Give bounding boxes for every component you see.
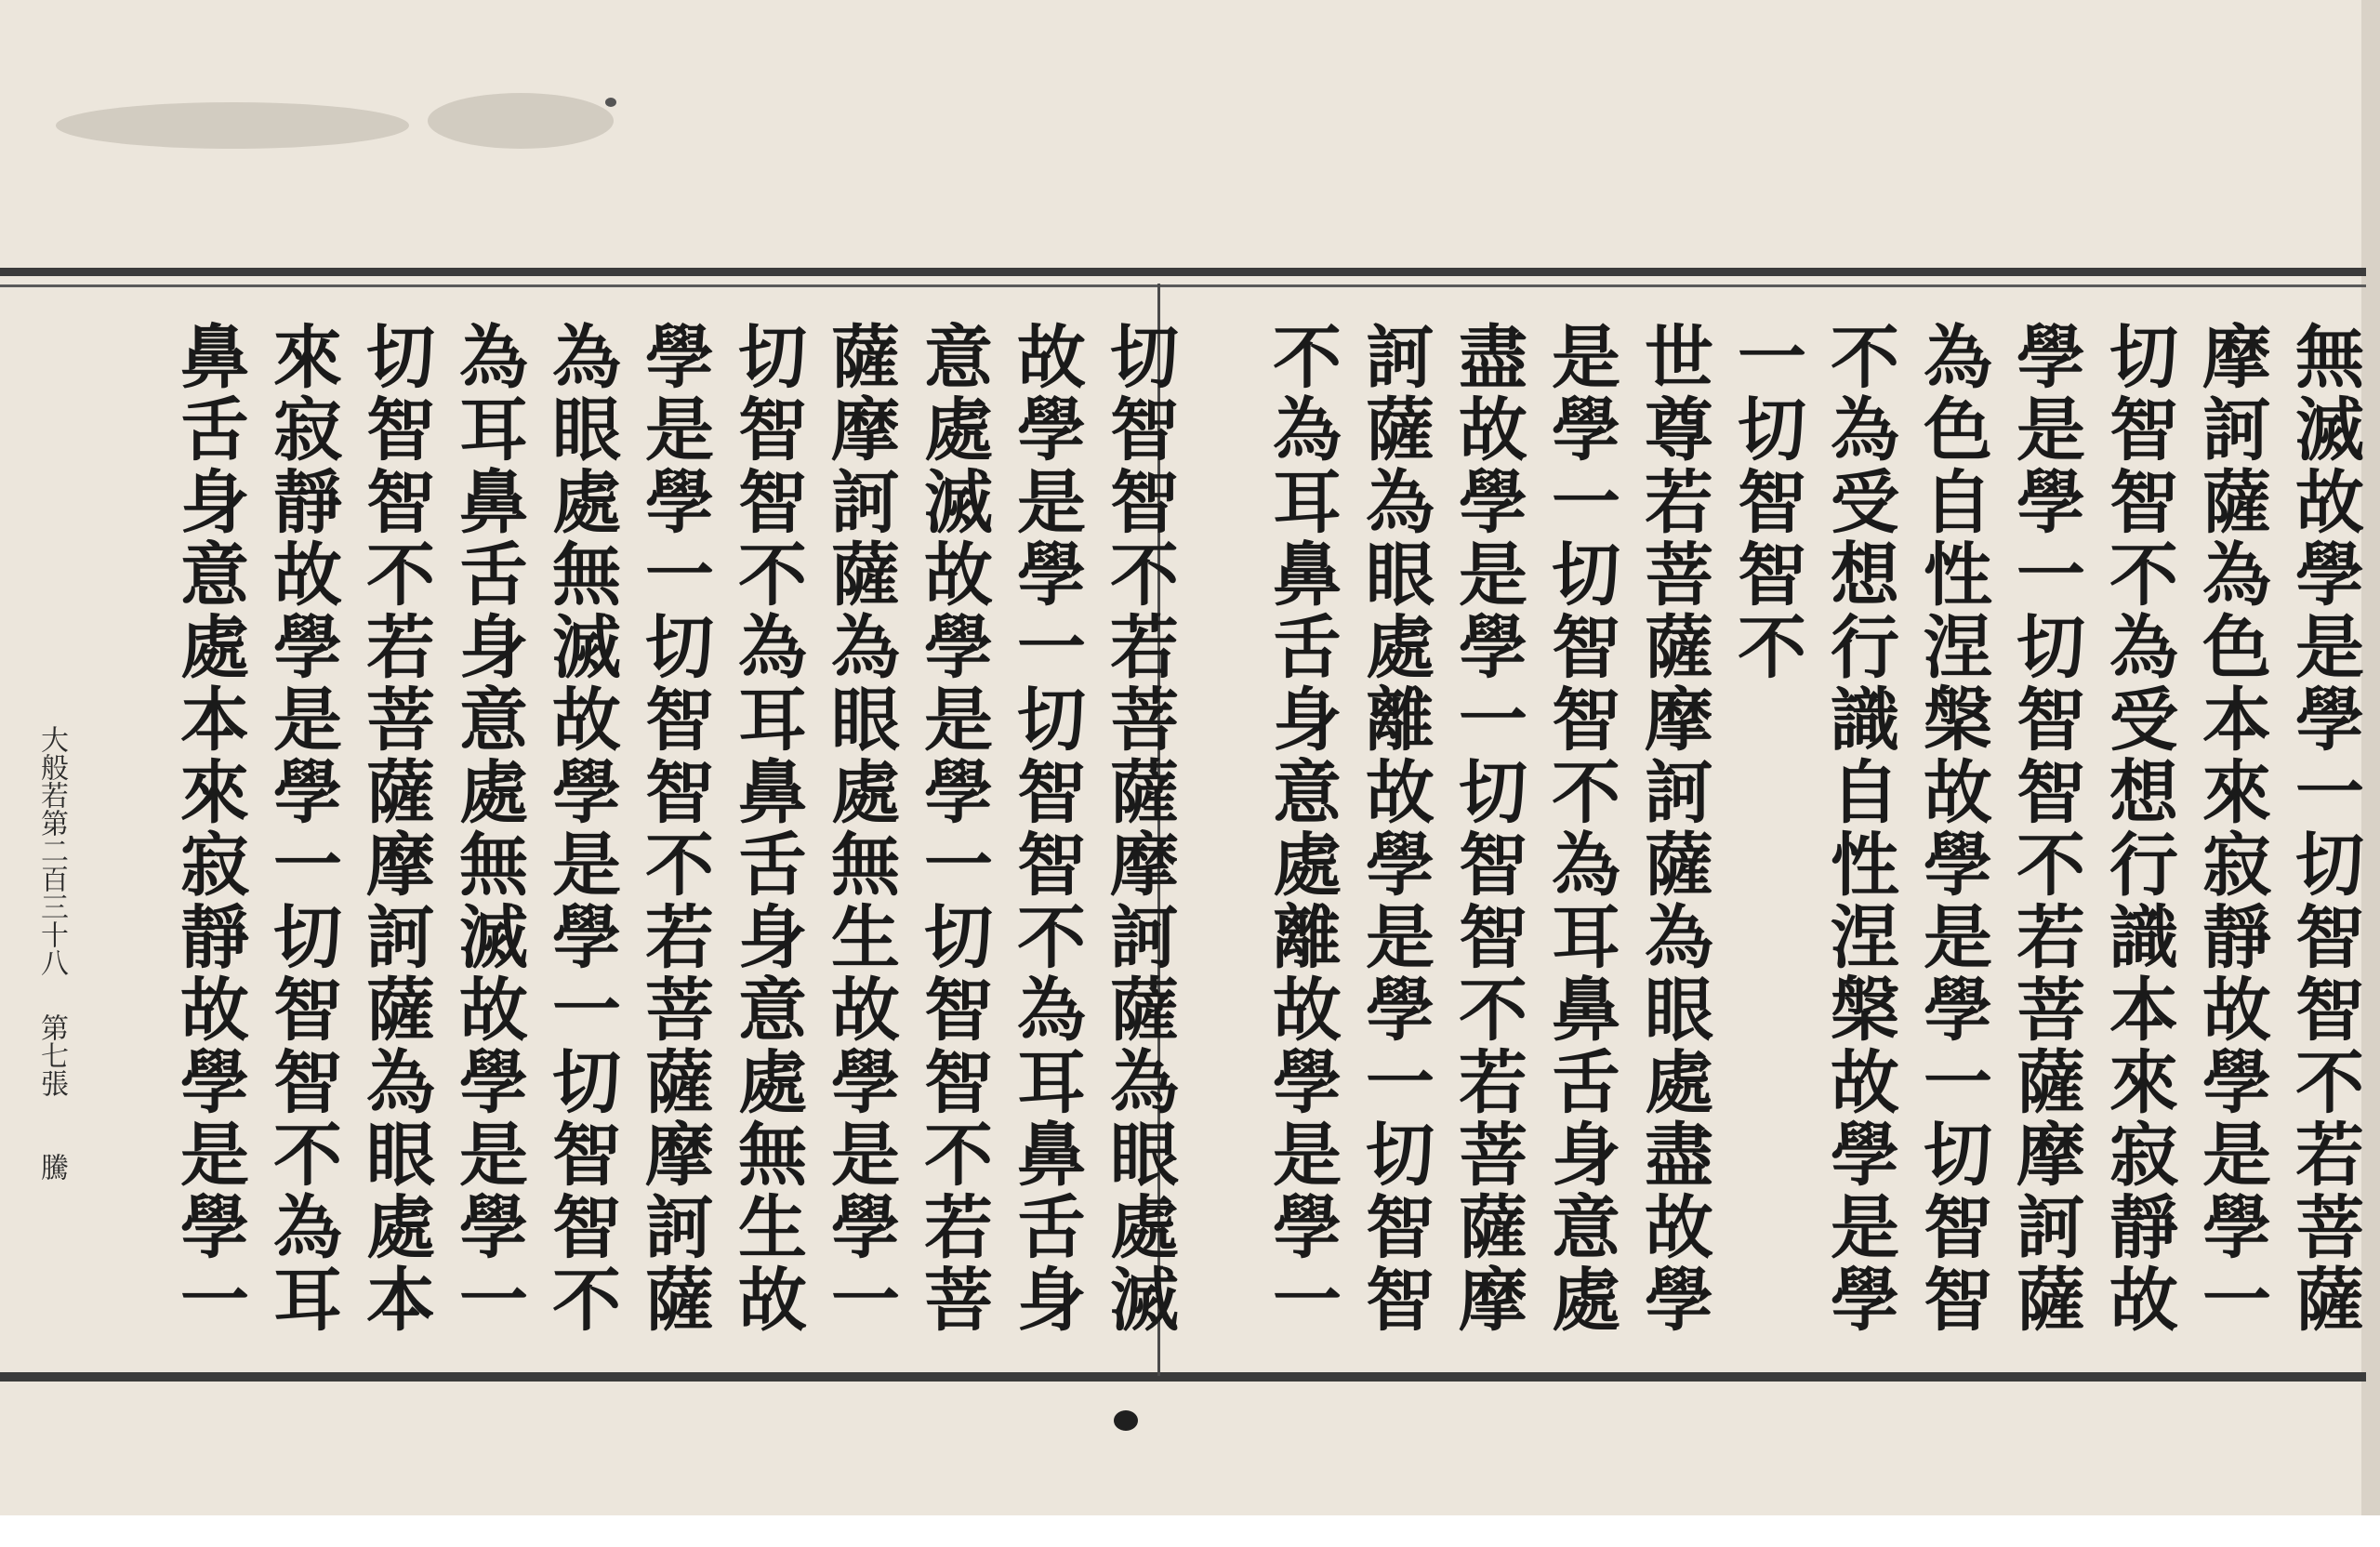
frame-top-inner-rule [0,284,2366,287]
text-column: 不為耳鼻舌身意處離故學是學一 [1262,321,1342,1336]
frame-top-rule [0,268,2366,276]
ink-speck [605,98,616,107]
margin-page-number: 第七張 [35,1013,68,1097]
text-column: 為色自性涅槃故學是學一切智智 [1912,321,1992,1336]
top-smudge [56,102,409,149]
text-column: 盡故學是學一切智智不若菩薩摩 [1448,321,1527,1336]
text-column: 切智智不若菩薩摩訶薩為眼處滅 [1099,321,1179,1336]
text-column: 切智智不為耳鼻舌身意處無生故 [727,321,807,1336]
text-column: 是學一切智智不為耳鼻舌身意處 [1540,321,1620,1336]
ink-spot [1114,1410,1138,1431]
text-column: 為耳鼻舌身意處無滅故學是學一 [448,321,528,1336]
margin-mark: 騰 [35,1153,68,1181]
text-column: 世尊若菩薩摩訶薩為眼處盡故學 [1633,321,1713,1336]
text-column: 學是學一切智智不若菩薩摩訶薩 [2005,321,2085,1336]
text-column: 鼻舌身意處本來寂靜故學是學一 [169,321,249,1336]
text-column: 為眼處無滅故學是學一切智智不 [541,321,621,1336]
frame-bottom-rule [0,1372,2366,1382]
top-smudge [428,93,614,149]
text-column: 一切智智不 [1726,321,1806,683]
text-column: 切智智不為受想行識本來寂靜故 [2098,321,2178,1336]
text-column: 摩訶薩為色本來寂靜故學是學一 [2191,321,2271,1336]
text-column: 薩摩訶薩為眼處無生故學是學一 [820,321,900,1336]
text-column: 訶薩為眼處離故學是學一切智智 [1355,321,1435,1336]
text-column: 學是學一切智智不若菩薩摩訶薩 [634,321,714,1336]
text-column: 來寂靜故學是學一切智智不為耳 [262,321,342,1336]
text-column: 意處滅故學是學一切智智不若菩 [913,321,993,1336]
text-column: 無滅故學是學一切智智不若菩薩 [2284,321,2364,1336]
margin-title: 大般若第二百三十八 [35,725,68,976]
text-column: 切智智不若菩薩摩訶薩為眼處本 [355,321,435,1336]
text-column: 不為受想行識自性涅槃故學是學 [1819,321,1899,1336]
text-column: 故學是學一切智智不為耳鼻舌身 [1006,321,1086,1336]
